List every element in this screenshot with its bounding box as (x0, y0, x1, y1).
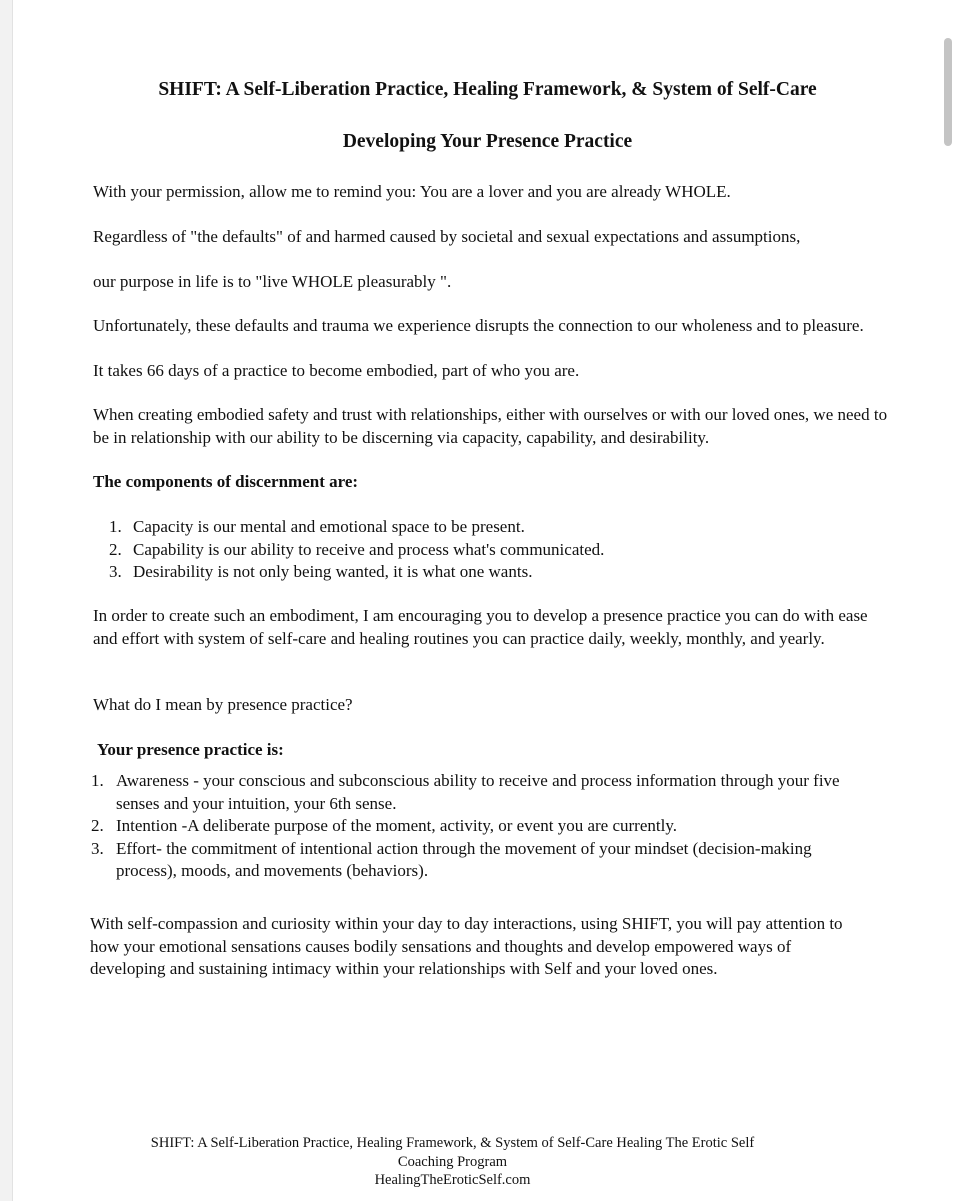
list-item (91, 838, 851, 883)
list-item (91, 770, 851, 815)
list-item-text: Desirability is not only being wanted, it is what one wants. (133, 562, 533, 581)
list-item-text: Awareness - your conscious and subconscious ability to receive and process information through your five senses and your intuition, your 6th sense. (116, 771, 840, 813)
paragraph-intro: With your permission, allow me to remind you: You are a lover and you are already WHOLE. (93, 182, 731, 201)
list-number: 2. (91, 816, 104, 835)
list-item-text: Intention -A deliberate purpose of the moment, activity, or event you are currently. (116, 816, 677, 835)
discernment-heading: The components of discernment are: (93, 472, 359, 491)
list-item-text: Effort- the commitment of intentional action through the movement of your mindset (decision-making process), moods, and movements (behaviors). (116, 838, 812, 880)
list-number: 3. (91, 838, 104, 858)
presence-list (91, 770, 851, 883)
paragraph-embodiment: In order to create such an embodiment, I am encouraging you to develop a presence practice you can do with ease and effort with system of self-care and healing routines you can practice daily, weekly, monthly, and yearly. (93, 606, 868, 648)
document-title: SHIFT: A Self-Liberation Practice, Healing Framework, & System of Self-Care (158, 79, 817, 100)
footer-website: HealingTheEroticSelf.com (374, 1172, 531, 1188)
paragraph-question: What do I mean by presence practice? (93, 695, 353, 714)
footer-program-title: SHIFT: A Self-Liberation Practice, Healing Framework, & System of Self-Care Healing The Erotic Self Coaching Program (150, 1135, 755, 1170)
scrollbar-thumb[interactable] (944, 38, 952, 146)
list-item-text: Capability is our ability to receive and process what's communicated. (133, 539, 605, 559)
discernment-list (109, 516, 889, 584)
paragraph-closing: With self-compassion and curiosity within your day to day interactions, using SHIFT, you will pay attention to how your emotional sensations causes bodily sensations and thoughts and develop empowered ways of developing and sustaining intimacy within your relationships with Self and your loved ones. (90, 914, 843, 978)
page-footer (140, 1134, 765, 1190)
list-item-text: Capacity is our mental and emotional space to be present. (133, 517, 525, 536)
vertical-scrollbar[interactable] (938, 0, 960, 1201)
paragraph-purpose: our purpose in life is to "live WHOLE pleasurably ". (93, 272, 452, 291)
list-number: 2. (109, 539, 122, 559)
list-item (109, 561, 889, 584)
paragraph-safety: When creating embodied safety and trust with relationships, either with ourselves or with our loved ones, we need to be in relationship with our ability to be discerning via capacity, capability, and desirability. (93, 405, 888, 447)
paragraph-66-days: It takes 66 days of a practice to become embodied, part of who you are. (93, 361, 580, 380)
list-item (91, 815, 851, 838)
paragraph-unfortunately: Unfortunately, these defaults and trauma we experience disrupts the connection to our wholeness and to pleasure. (93, 316, 864, 335)
paragraph-defaults: Regardless of "the defaults" of and harmed caused by societal and sexual expectations and assumptions, (93, 227, 801, 246)
document-subtitle: Developing Your Presence Practice (342, 131, 633, 152)
list-number: 3. (109, 562, 122, 581)
list-item (109, 516, 889, 539)
list-number: 1. (91, 771, 104, 790)
list-number: 1. (109, 517, 122, 536)
list-item (109, 539, 889, 562)
presence-heading: Your presence practice is: (97, 740, 284, 759)
